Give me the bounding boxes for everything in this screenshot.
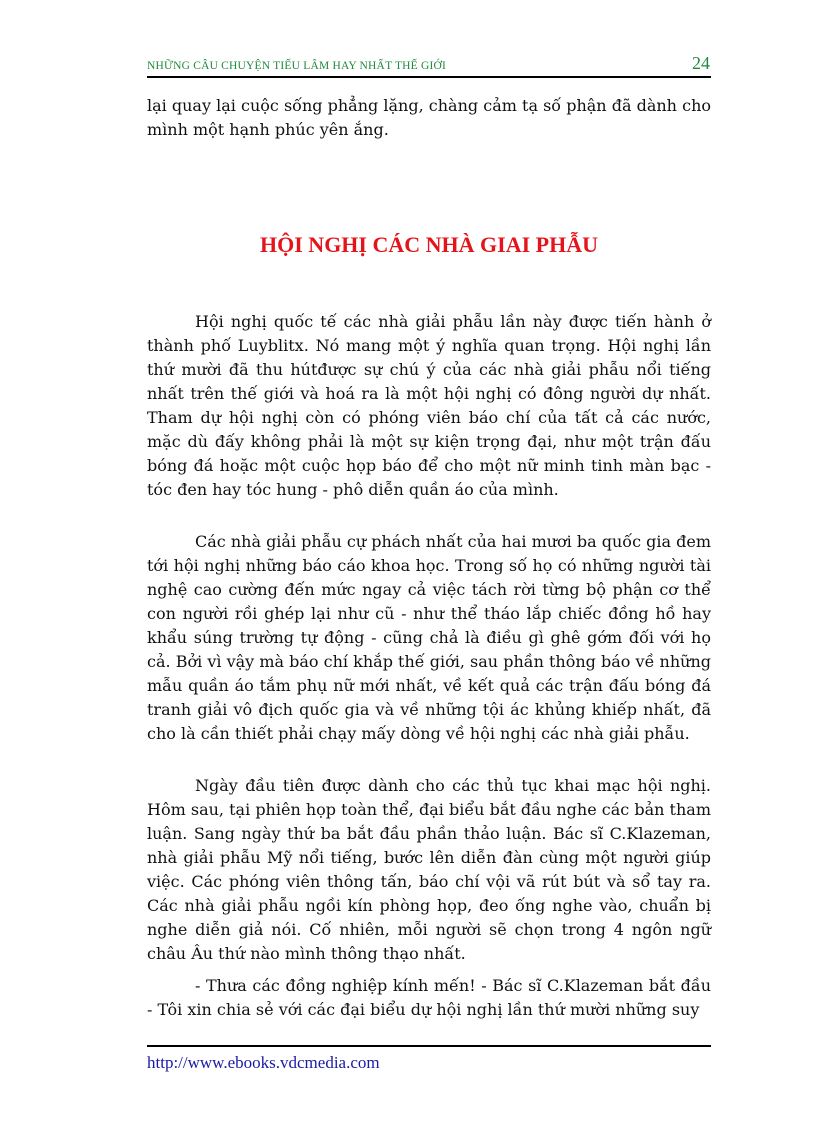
paragraph-3: Ngày đầu tiên được dành cho các thủ tục khai mạc hội nghị. Hôm sau, tại phiên họp toàn thể, đại biểu bắt đầu nghe các bản tham luận. Sang ngày thứ ba bắt đầu phần thảo luận. Bác sĩ C.Klazeman, nhà giải phẫu Mỹ nổi tiếng, bước lên diễn đàn cùng một người giúp việc. Các phóng viên thông tấn, báo chí vội vã rút bút và sổ tay ra. Các nhà giải phẫu ngồi kín phòng họp, đeo ống nghe vào, chuẩn bị nghe diễn giả nói. Cố nhiên, mỗi người sẽ chọn trong 4 ngôn ngữ châu Âu thứ nào mình thông thạo nhất. (147, 776, 711, 963)
page-header (147, 52, 711, 78)
book-title: NHỮNG CÂU CHUYỆN TIẾU LÂM HAY NHẤT THẾ GIỚI (147, 60, 447, 72)
website-link[interactable]: http://www.ebooks.vdcmedia.com (147, 1053, 380, 1072)
intro-paragraph: lại quay lại cuộc sống phẳng lặng, chàng cảm tạ số phận đã dành cho mình một hạnh phúc yên ắng. (147, 96, 711, 139)
story-title: HỘI NGHỊ CÁC NHÀ GIAI PHẪU (260, 232, 598, 257)
page-number: 24 (692, 53, 710, 73)
paragraph-1: Hội nghị quốc tế các nhà giải phẫu lần này được tiến hành ở thành phố Luyblitx. Nó mang một ý nghĩa quan trọng. Hội nghị lần thứ mười đã thu hútđược sự chú ý của các nhà giải phẫu nổi tiếng nhất trên thế giới và hoá ra là một hội nghị có đông người dự nhất. Tham dự hội nghị còn có phóng viên báo chí của tất cả các nước, mặc dù đấy không phải là một sự kiện trọng đại, như một trận đấu bóng đá hoặc một cuộc họp báo để cho một nữ minh tinh màn bạc - tóc đen hay tóc hung - phô diễn quần áo của mình. (147, 312, 711, 499)
paragraph-2: Các nhà giải phẫu cự phách nhất của hai mươi ba quốc gia đem tới hội nghị những báo cáo khoa học. Trong số họ có những người tài nghệ cao cường đến mức ngay cả việc tách rời từng bộ phận cơ thể con người rồi ghép lại như cũ - như thể tháo lắp chiếc đồng hồ hay khẩu súng trường tự động - cũng chả là điều gì ghê gớm đối với họ cả. Bởi vì vậy mà báo chí khắp thế giới, sau phần thông báo về những mẫu quần áo tắm phụ nữ mới nhất, về kết quả các trận đấu bóng đá tranh giải vô địch quốc gia và về những tội ác khủng khiếp nhất, đã cho là cần thiết phải chạy mấy dòng về hội nghị các nhà giải phẫu. (147, 532, 711, 743)
paragraph-4: - Thưa các đồng nghiệp kính mến! - Bác sĩ C.Klazeman bắt đầu - Tôi xin chia sẻ với các đại biểu dự hội nghị lần thứ mười những suy (147, 976, 711, 1019)
page-footer (147, 1045, 711, 1072)
